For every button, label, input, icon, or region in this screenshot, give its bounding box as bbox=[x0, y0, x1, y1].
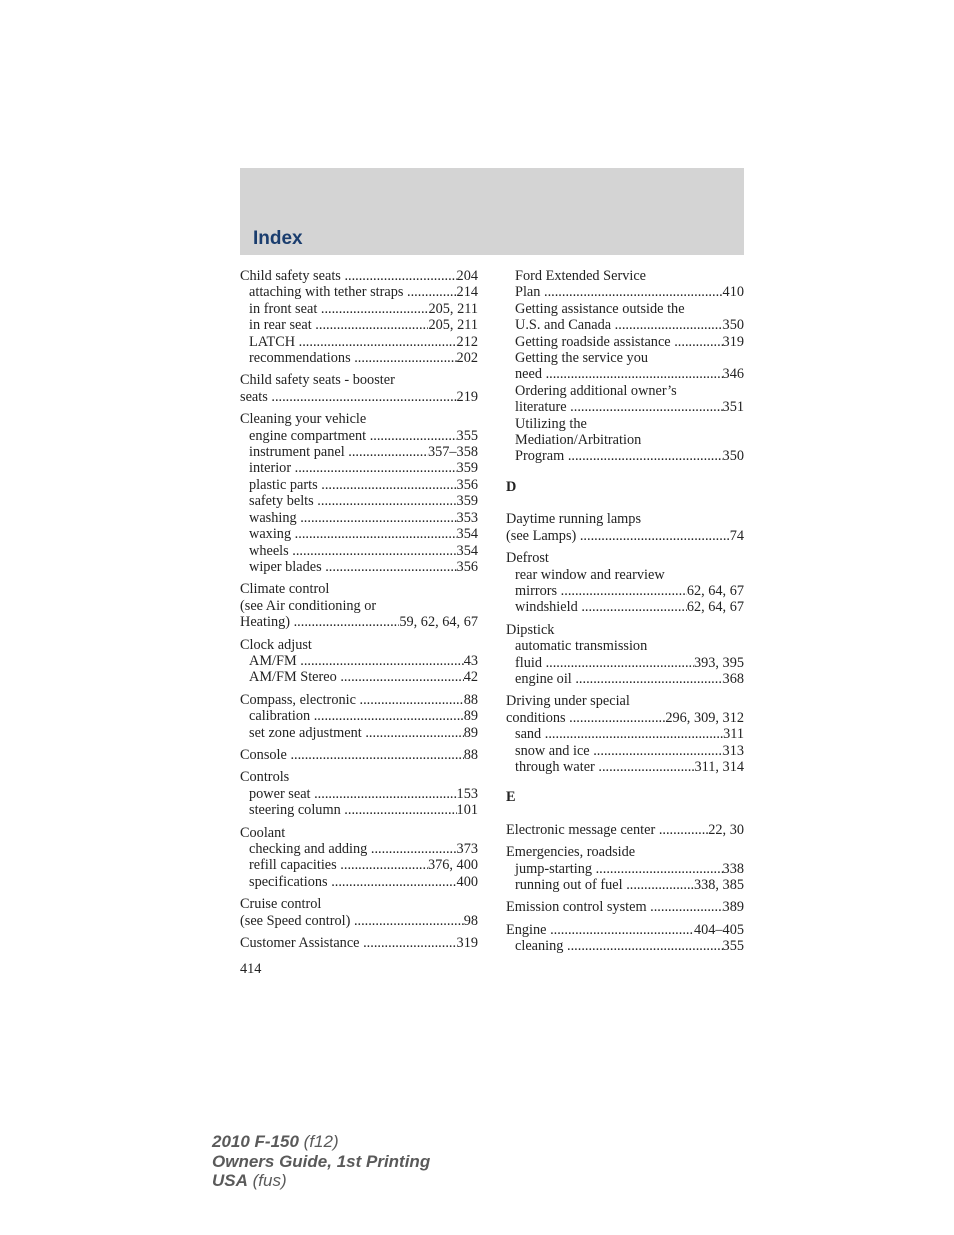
index-entry bbox=[506, 399, 744, 415]
index-entry bbox=[240, 543, 478, 559]
index-entry-text: through water bbox=[515, 758, 599, 775]
index-entry-text: Compass, electronic bbox=[240, 691, 360, 708]
index-entry-text: Console bbox=[240, 746, 291, 763]
dot-leader bbox=[615, 317, 723, 333]
index-entry-page: 62, 64, 67 bbox=[686, 582, 744, 599]
index-entry-page: 98 bbox=[463, 912, 478, 929]
index-entry-page: 355 bbox=[722, 938, 744, 955]
index-entry-text: conditions bbox=[506, 709, 570, 726]
index-entry-text: Cleaning your vehicle bbox=[240, 411, 367, 428]
index-section-letter: E bbox=[506, 789, 516, 806]
index-entry-page: 88 bbox=[463, 691, 478, 708]
dot-leader bbox=[674, 334, 722, 350]
index-entry-page: 319 bbox=[456, 935, 478, 952]
index-entry-text: LATCH bbox=[249, 333, 299, 350]
index-entry-text: in rear seat bbox=[249, 317, 316, 334]
index-entry-text: cleaning bbox=[515, 938, 568, 955]
index-entry bbox=[506, 284, 744, 300]
dot-leader bbox=[300, 510, 456, 526]
index-entry bbox=[506, 922, 744, 938]
index-entry bbox=[240, 669, 478, 685]
index-entry bbox=[240, 802, 478, 818]
dot-leader bbox=[314, 708, 464, 724]
index-entry bbox=[240, 708, 478, 724]
index-entry bbox=[240, 284, 478, 300]
index-entry-page: 354 bbox=[456, 542, 478, 559]
index-entry-page: 404–405 bbox=[693, 921, 744, 938]
index-entry-text: checking and adding bbox=[249, 841, 371, 857]
index-entry-text: AM/FM Stereo bbox=[249, 669, 341, 686]
footer-region: USA bbox=[212, 1171, 248, 1190]
index-entry-page: 319 bbox=[722, 333, 744, 350]
index-entry bbox=[506, 317, 744, 333]
index-entry-page: 351 bbox=[722, 399, 744, 416]
index-entry bbox=[506, 550, 744, 566]
index-entry-text: Getting assistance outside the bbox=[515, 300, 685, 317]
index-entry bbox=[240, 389, 478, 405]
index-entry-page: 212 bbox=[456, 333, 478, 350]
index-entry-page: 356 bbox=[456, 558, 478, 575]
index-entry bbox=[240, 747, 478, 763]
dot-leader bbox=[300, 653, 463, 669]
index-entry-text: specifications bbox=[249, 873, 332, 890]
dot-leader bbox=[546, 366, 723, 382]
dot-leader bbox=[354, 913, 464, 929]
dot-leader bbox=[354, 350, 456, 366]
index-entry bbox=[240, 581, 478, 597]
index-entry-text: snow and ice bbox=[515, 742, 594, 759]
dot-leader bbox=[575, 671, 722, 687]
index-entry-page: 338 bbox=[722, 860, 744, 877]
index-entry bbox=[506, 938, 744, 954]
dot-leader bbox=[545, 726, 723, 742]
index-entry bbox=[240, 769, 478, 785]
index-entry-text: Driving under special bbox=[506, 693, 630, 710]
index-entry-text: (see Lamps) bbox=[506, 527, 580, 544]
index-entry-page: 359 bbox=[456, 493, 478, 510]
footer-model-code: (f12) bbox=[298, 1132, 339, 1151]
index-entry-text: engine compartment bbox=[249, 427, 370, 444]
index-entry-page: 354 bbox=[456, 526, 478, 543]
index-entry-page: 376, 400 bbox=[427, 857, 478, 874]
index-entry bbox=[240, 935, 478, 951]
index-entry-text: Climate control bbox=[240, 581, 330, 598]
index-entry-text: (see Speed control) bbox=[240, 912, 354, 929]
index-entry-page: 350 bbox=[722, 317, 744, 334]
dot-leader bbox=[580, 528, 730, 544]
index-entry-page: 219 bbox=[456, 388, 478, 405]
dot-leader bbox=[344, 268, 456, 284]
page-title: Index bbox=[253, 228, 303, 249]
dot-leader bbox=[365, 725, 463, 741]
dot-leader bbox=[325, 559, 456, 575]
index-entry bbox=[506, 844, 744, 860]
dot-leader bbox=[290, 747, 463, 763]
dot-leader bbox=[321, 301, 429, 317]
index-entry-text: automatic transmission bbox=[515, 638, 648, 655]
index-entry-page: 350 bbox=[722, 448, 744, 465]
index-entry-text: Program bbox=[515, 448, 568, 465]
index-entry-text: seats bbox=[240, 388, 272, 405]
index-entry bbox=[506, 511, 744, 527]
index-entry-text: Dipstick bbox=[506, 621, 555, 638]
index-entry-text: calibration bbox=[249, 708, 314, 725]
index-entry-text: Emission control system bbox=[506, 899, 651, 916]
index-entry-text: AM/FM bbox=[249, 652, 301, 669]
index-entry bbox=[506, 693, 744, 709]
dot-leader bbox=[315, 317, 428, 333]
index-entry-text: recommendations bbox=[249, 350, 355, 367]
index-entry-page: 62, 64, 67 bbox=[686, 599, 744, 616]
index-entry bbox=[240, 444, 478, 460]
index-entry-page: 74 bbox=[729, 527, 744, 544]
index-entry bbox=[506, 448, 744, 464]
index-entry bbox=[506, 567, 744, 583]
index-entry-page: 43 bbox=[463, 652, 478, 669]
index-entry bbox=[240, 334, 478, 350]
index-entry-text: Ford Extended Service bbox=[515, 268, 647, 284]
index-entry-text: (see Air conditioning or bbox=[240, 597, 377, 614]
index-entry-text: instrument panel bbox=[249, 444, 349, 461]
index-entry-page: 89 bbox=[463, 724, 478, 741]
index-entry-page: 373 bbox=[456, 841, 478, 857]
dot-leader bbox=[370, 428, 457, 444]
index-entry-text: Ordering additional owner’s bbox=[515, 382, 677, 399]
index-entry-page: 353 bbox=[456, 509, 478, 526]
index-entry-text: literature bbox=[515, 399, 571, 416]
dot-leader bbox=[360, 692, 464, 708]
index-entry bbox=[240, 411, 478, 427]
index-entry bbox=[506, 366, 744, 382]
index-entry bbox=[506, 710, 744, 726]
index-entry-text: safety belts bbox=[249, 493, 318, 510]
footer-model: 2010 F-150 bbox=[212, 1132, 299, 1151]
dot-leader bbox=[292, 543, 456, 559]
index-entry bbox=[506, 899, 744, 915]
index-entry bbox=[240, 896, 478, 912]
index-entry bbox=[240, 350, 478, 366]
dot-leader bbox=[546, 655, 694, 671]
page-number: 414 bbox=[240, 961, 262, 977]
dot-leader bbox=[295, 526, 457, 542]
index-entry-text: windshield bbox=[515, 599, 582, 616]
index-entry bbox=[506, 599, 744, 615]
dot-leader bbox=[581, 599, 686, 615]
index-entry-page: 338, 385 bbox=[693, 877, 744, 893]
index-entry bbox=[506, 655, 744, 671]
index-entry-text: wheels bbox=[249, 542, 293, 559]
index-entry-text: Controls bbox=[240, 769, 290, 786]
footer bbox=[212, 1132, 430, 1191]
index-entry-text: set zone adjustment bbox=[249, 724, 366, 741]
dot-leader bbox=[596, 861, 723, 877]
index-entry-text: Utilizing the bbox=[515, 415, 587, 432]
index-entry-text: Electronic message center bbox=[506, 821, 659, 838]
dot-leader bbox=[317, 493, 456, 509]
index-entry-text: interior bbox=[249, 460, 295, 477]
index-entry-text: running out of fuel bbox=[515, 877, 627, 893]
index-entry bbox=[240, 372, 478, 388]
index-entry bbox=[240, 825, 478, 841]
dot-leader bbox=[295, 460, 457, 476]
index-entry-text: Heating) bbox=[240, 614, 294, 631]
index-entry-page: 410 bbox=[722, 284, 744, 301]
dot-leader bbox=[650, 899, 722, 915]
index-entry bbox=[506, 528, 744, 544]
index-entry bbox=[506, 416, 744, 432]
index-entry-page: 101 bbox=[456, 802, 478, 819]
index-entry-text: in front seat bbox=[249, 300, 321, 317]
index-entry-page: 296, 309, 312 bbox=[665, 709, 744, 726]
index-entry-text: waxing bbox=[249, 526, 295, 543]
index-entry-page: 42 bbox=[463, 669, 478, 686]
index-entry-page: 205, 211 bbox=[428, 300, 478, 317]
index-entry-page: 88 bbox=[463, 746, 478, 763]
index-entry bbox=[506, 759, 744, 775]
index-entry-page: 153 bbox=[456, 785, 478, 802]
dot-leader bbox=[598, 759, 694, 775]
index-entry-page: 355 bbox=[456, 427, 478, 444]
index-entry-page: 311, 314 bbox=[694, 758, 744, 775]
index-entry-text: attaching with tether straps bbox=[249, 284, 408, 301]
dot-leader bbox=[407, 284, 457, 300]
index-entry bbox=[506, 743, 744, 759]
index-entry bbox=[240, 268, 478, 284]
index-entry-text: Getting roadside assistance bbox=[515, 333, 675, 350]
index-entry-text: Coolant bbox=[240, 824, 286, 841]
index-entry bbox=[506, 583, 744, 599]
index-entry bbox=[240, 874, 478, 890]
index-entry bbox=[240, 301, 478, 317]
dot-leader bbox=[593, 743, 722, 759]
dot-leader bbox=[314, 786, 456, 802]
index-entry-text: Defrost bbox=[506, 550, 549, 567]
index-entry-page: 393, 395 bbox=[693, 654, 744, 671]
index-entry bbox=[506, 638, 744, 654]
index-entry bbox=[240, 637, 478, 653]
index-entry bbox=[506, 861, 744, 877]
dot-leader bbox=[659, 822, 708, 838]
index-entry bbox=[240, 317, 478, 333]
index-entry-page: 346 bbox=[722, 366, 744, 383]
index-entry-page: 22, 30 bbox=[708, 821, 744, 838]
index-entry bbox=[240, 477, 478, 493]
index-entry-text: jump-starting bbox=[515, 860, 596, 877]
index-entry-text: plastic parts bbox=[249, 476, 322, 493]
index-entry-text: Engine bbox=[506, 921, 551, 938]
index-entry bbox=[240, 428, 478, 444]
dot-leader bbox=[271, 389, 456, 405]
dot-leader bbox=[340, 669, 463, 685]
index-entry-text: Mediation/Arbitration bbox=[515, 432, 642, 449]
index-header-band bbox=[240, 168, 744, 255]
index-entry bbox=[506, 726, 744, 742]
index-entry-text: Emergencies, roadside bbox=[506, 844, 636, 861]
index-entry-page: 313 bbox=[722, 742, 744, 759]
dot-leader bbox=[348, 444, 428, 460]
index-entry bbox=[506, 301, 744, 317]
index-entry-text: steering column bbox=[249, 802, 345, 819]
dot-leader bbox=[544, 284, 723, 300]
index-entry bbox=[240, 460, 478, 476]
footer-line-2: Owners Guide, 1st Printing bbox=[212, 1151, 431, 1171]
index-entry-page: 400 bbox=[456, 873, 478, 890]
index-entry-text: Child safety seats - booster bbox=[240, 372, 395, 389]
dot-leader bbox=[344, 802, 456, 818]
dot-leader bbox=[561, 583, 687, 599]
index-entry bbox=[506, 383, 744, 399]
dot-leader bbox=[299, 334, 457, 350]
index-entry bbox=[506, 622, 744, 638]
index-entry bbox=[240, 510, 478, 526]
index-entry-text: refill capacities bbox=[249, 857, 341, 874]
index-entry-text: Daytime running lamps bbox=[506, 511, 642, 528]
index-entry-page: 359 bbox=[456, 460, 478, 477]
dot-leader bbox=[340, 857, 428, 873]
index-entry bbox=[506, 350, 744, 366]
index-column-left bbox=[240, 268, 478, 951]
index-entry-text: need bbox=[515, 366, 546, 383]
index-entry bbox=[240, 841, 478, 857]
index-entry bbox=[240, 598, 478, 614]
index-entry-text: mirrors bbox=[515, 582, 561, 599]
index-column-right bbox=[506, 268, 744, 955]
dot-leader bbox=[321, 477, 456, 493]
index-entry-text: Cruise control bbox=[240, 896, 322, 913]
index-entry bbox=[506, 671, 744, 687]
index-entry bbox=[240, 857, 478, 873]
index-entry-text: Customer Assistance bbox=[240, 935, 364, 952]
index-entry bbox=[240, 692, 478, 708]
dot-leader bbox=[363, 935, 456, 951]
index-entry-page: 202 bbox=[456, 350, 478, 367]
index-entry-page: 89 bbox=[463, 708, 478, 725]
index-entry-page: 357–358 bbox=[427, 444, 478, 461]
index-entry-text: engine oil bbox=[515, 670, 576, 687]
index-entry-page: 311 bbox=[723, 726, 744, 743]
index-section-letter: D bbox=[506, 478, 517, 495]
index-entry-text: fluid bbox=[515, 654, 546, 671]
dot-leader bbox=[569, 710, 665, 726]
index-entry-page: 214 bbox=[456, 284, 478, 301]
index-entry bbox=[506, 432, 744, 448]
footer-region-code: (fus) bbox=[247, 1171, 287, 1190]
index-entry-page: 205, 211 bbox=[428, 317, 478, 334]
index-entry bbox=[240, 493, 478, 509]
index-entry-text: Plan bbox=[515, 284, 544, 301]
index-entry bbox=[240, 913, 478, 929]
dot-leader bbox=[550, 922, 694, 938]
index-entry bbox=[240, 614, 478, 630]
dot-leader bbox=[371, 841, 457, 857]
index-entry-page: 356 bbox=[456, 476, 478, 493]
index-entry-text: Getting the service you bbox=[515, 350, 649, 367]
index-entry-text: Child safety seats bbox=[240, 268, 345, 284]
index-entry-text: wiper blades bbox=[249, 558, 326, 575]
index-entry-text: U.S. and Canada bbox=[515, 317, 615, 334]
index-entry bbox=[240, 653, 478, 669]
dot-leader bbox=[294, 614, 400, 630]
index-entry bbox=[506, 334, 744, 350]
index-entry-text: sand bbox=[515, 726, 545, 743]
dot-leader bbox=[567, 938, 723, 954]
index-entry-page: 368 bbox=[722, 670, 744, 687]
index-entry bbox=[240, 786, 478, 802]
index-entry-page: 389 bbox=[722, 899, 744, 916]
index-entry bbox=[240, 559, 478, 575]
index-entry-page: 59, 62, 64, 67 bbox=[399, 614, 478, 631]
index-entry-page: 204 bbox=[456, 268, 478, 284]
index-entry bbox=[240, 526, 478, 542]
index-entry-text: rear window and rearview bbox=[515, 566, 665, 583]
index-entry-text: washing bbox=[249, 509, 301, 526]
footer-line-3 bbox=[212, 1171, 430, 1191]
footer-line-1 bbox=[212, 1132, 430, 1152]
dot-leader bbox=[570, 399, 722, 415]
index-entry bbox=[240, 725, 478, 741]
index-entry bbox=[506, 877, 744, 893]
index-entry bbox=[506, 822, 744, 838]
index-entry-text: power seat bbox=[249, 785, 315, 802]
dot-leader bbox=[568, 448, 723, 464]
dot-leader bbox=[626, 877, 694, 893]
index-entry bbox=[506, 268, 744, 284]
dot-leader bbox=[331, 874, 456, 890]
index-entry-text: Clock adjust bbox=[240, 636, 312, 653]
